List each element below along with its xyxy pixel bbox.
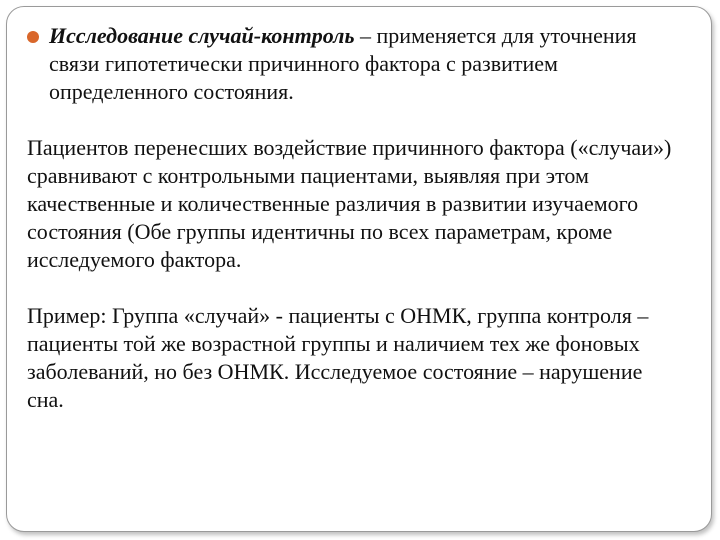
bullet-dot-icon (27, 31, 39, 43)
term-case-control: Исследование случай-контроль (49, 23, 355, 48)
definition-text: – применяется для уточнения связи гипотетически причинного фактора с развитием определенного состояния. (49, 23, 637, 104)
bullet-definition (27, 22, 677, 106)
paragraph-method: Пациентов перенесших воздействие причинного фактора («случаи») сравнивают с контрольными пациентами, выявляя при этом качественные и количественные различия в развитии изучаемого состояния (Обе группы идентичны по всех параметрам, кроме исследуемого фактора. (27, 135, 672, 272)
slide-content (27, 22, 677, 414)
paragraph-example: Пример: Группа «случай» - пациенты с ОНМК, группа контроля – пациенты той же возрастной группы и наличием тех же фоновых заболеваний, но без ОНМК. Исследуемое состояние – нарушение сна. (27, 303, 649, 412)
